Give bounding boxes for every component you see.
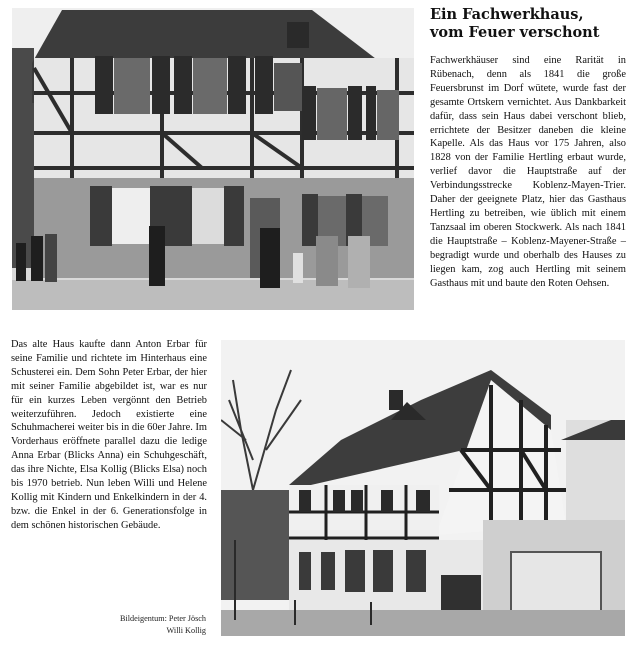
historic-house-illustration	[12, 8, 414, 310]
modern-house-illustration	[221, 340, 625, 636]
photo-credit-line1: Bildeigentum: Peter Jösch	[120, 614, 206, 623]
article-title-line2: vom Feuer verschont	[430, 24, 600, 41]
photo-credit	[60, 613, 206, 637]
article-paragraph-left: Das alte Haus kaufte dann Anton Erbar für seine Familie und richtete im Hinterhaus eine Schusterei ein. Dem Sohn Peter Erbar, der hier mit seiner Familie abgebildet ist, war es nur für ein kurzes Leben vergönnt den Betrieb weiterzuführen. Jedoch existierte eine Schuhmacherei weiter bis in die 60er Jahre. Im Vorderhaus eröffnete parallel dazu die ledige Anna Erbar (Blicks Anna) ein Schuhgeschäft, das ihre Nichte, Elsa Kollig (Blicks Elsa) noch bis 1970 betrieb. Nun leben Willi und Helene Kollig mit Kindern und Enkelkindern in der 4. bzw. die Enkel in der 6. Generationsfolge in dem schönen historischen Gebäude.	[11, 339, 207, 531]
photo-credit-line2: Willi Kollig	[166, 626, 206, 635]
modern-house-photo	[221, 340, 625, 636]
historic-house-photo	[12, 8, 414, 310]
article-paragraph-right: Fachwerkhäuser sind eine Rarität in Rübenach, denn als 1841 die große Feuersbrunst im Dorf wütete, wurde fast der gesamte Ortskern vernichtet. Aus Dankbarkeit dafür, dass sein Haus dabei verschont blieb, errichtete der Besitzer daneben die kleine Kapelle. Als das Haus vor 175 Jahren, also 1828 von der Familie Hertling erbaut wurde, verlief davor die Hauptstraße auf der Verbindungsstrecke Koblenz-Mayen-Trier. Daher der geeignete Platz, hier das Gasthaus Hertling zu betreiben, wie üblich mit einem Tanzsaal im oberen Stockwerk. Als nach 1841 die Hauptstraße – Koblenz-Mayener-Straße – begradigt wurde und oberhalb des Hauses zu liegen kam, zog auch Hertling mit seinem Gasthaus mit und baute den Roten Oehsen.	[430, 55, 626, 289]
article-title	[430, 6, 630, 42]
article-title-line1: Ein Fachwerkhaus,	[430, 6, 584, 23]
